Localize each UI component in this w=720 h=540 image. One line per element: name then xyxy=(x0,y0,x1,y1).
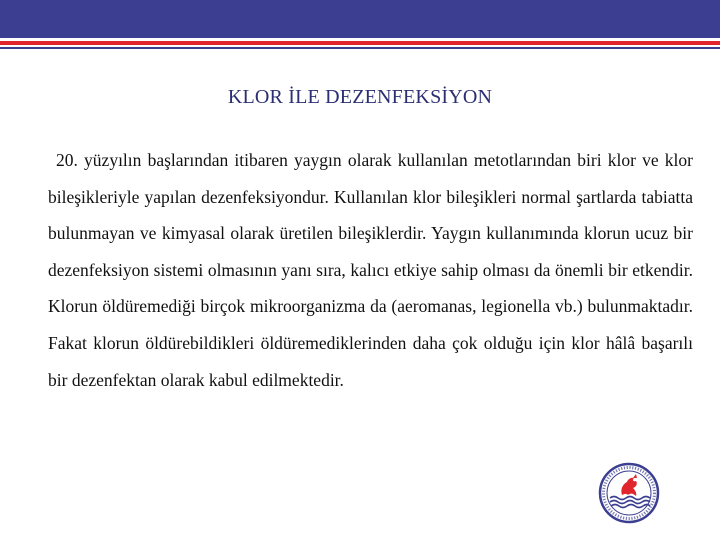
header-blue-rule xyxy=(0,47,720,49)
header-band xyxy=(0,0,720,38)
university-seal-icon xyxy=(598,462,660,524)
slide-title: KLOR İLE DEZENFEKSİYON xyxy=(227,86,493,108)
slide-paragraph: 20. yüzyılın başlarından itibaren yaygın olarak kullanılan metotlarından biri klor ve klor bileşikleriyle yapılan dezenfeksiyondur. Kullanılan klor bileşikleri normal şartlarda tabiatta bulunmayan ve kimyasal olarak üretilen bileşiklerdir. Yaygın kullanımında klorun ucuz bir dezenfeksiyon sistemi olmasının yanı sıra, kalıcı etkiye sahip olması da önemli bir etkendir. Klorun öldüremediği birçok mikroorganizma da (aeromanas, legionella vb.) bulunmaktadır. Fakat klorun öldürebildikleri öldüremediklerinden daha çok olduğu için klor hâlâ başarılı bir dezenfektan olarak kabul edilmektedir. xyxy=(48,150,693,390)
header-red-rule xyxy=(0,41,720,45)
